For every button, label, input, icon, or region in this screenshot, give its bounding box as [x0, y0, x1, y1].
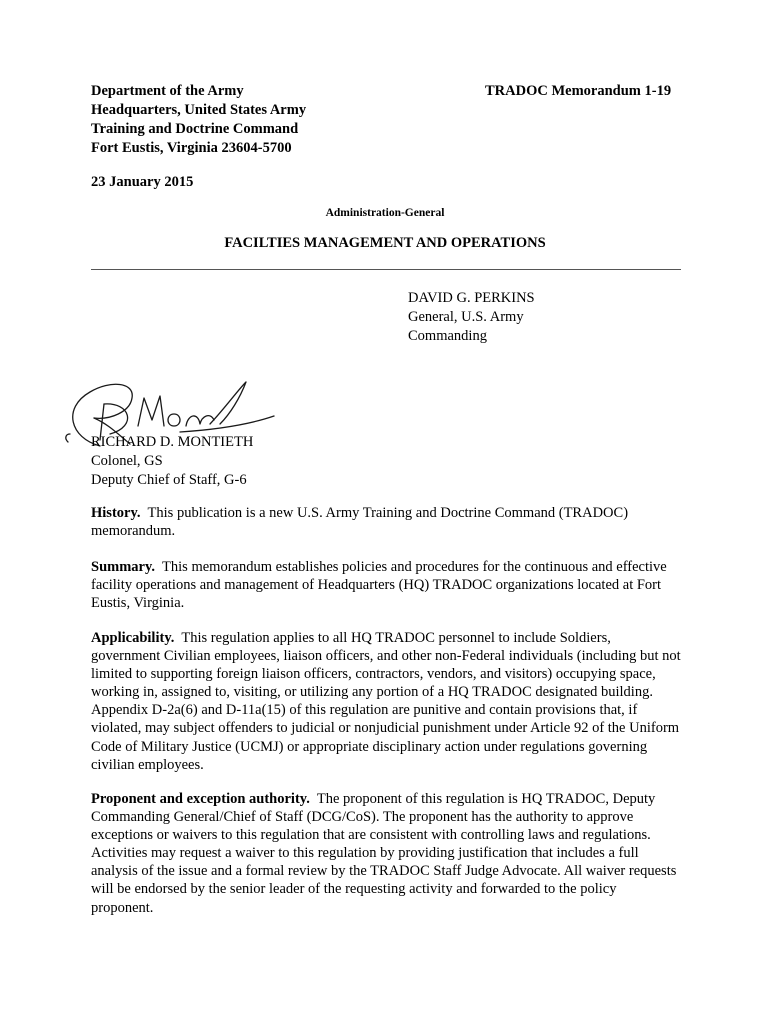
- proponent-label: Proponent and exception authority.: [91, 791, 310, 807]
- history-text: This publication is a new U.S. Army Training and Doctrine Command (TRADOC) memorandum.: [91, 505, 629, 540]
- commander-role: Commanding: [408, 328, 487, 344]
- memo-number: TRADOC Memorandum 1-19: [485, 83, 672, 99]
- summary-text: This memorandum establishes policies and procedures for the continuous and effective facility operations and management of Headquarters (HQ) TRADOC organizations located at Fort Eustis, Virginia.: [91, 559, 667, 612]
- signatory-rank: Colonel, GS: [91, 453, 163, 469]
- summary-paragraph: [91, 558, 681, 612]
- summary-label: Summary.: [91, 559, 156, 575]
- title-divider: [91, 269, 681, 270]
- org-line-1: Department of the Army: [91, 83, 244, 99]
- org-line-3: Training and Doctrine Command: [91, 121, 299, 137]
- proponent-text: The proponent of this regulation is HQ TRADOC, Deputy Commanding General/Chief of Staff (DCG/CoS). The proponent has the authority to approve exceptions or waivers to this regulation that are consistent with controlling laws and regulations. Activities may request a waiver to this regulation by providing justification that includes a full analysis of the issue and a formal review by the TRADOC Staff Judge Advocate. All waiver requests will be endorsed by the senior leader of the requesting activity and forwarded to the policy proponent.: [91, 791, 677, 916]
- page-title: FACILTIES MANAGEMENT AND OPERATIONS: [224, 235, 546, 251]
- subject-category: Administration-General: [325, 207, 445, 219]
- signatory-block: [91, 433, 253, 490]
- commander-name: DAVID G. PERKINS: [408, 290, 535, 306]
- history-paragraph: [91, 504, 681, 540]
- org-line-2: Headquarters, United States Army: [91, 102, 307, 118]
- applicability-label: Applicability.: [91, 630, 175, 646]
- memo-date: 23 January 2015: [91, 174, 194, 190]
- proponent-paragraph: [91, 790, 681, 917]
- signatory-title: Deputy Chief of Staff, G-6: [91, 472, 247, 488]
- org-line-4: Fort Eustis, Virginia 23604-5700: [91, 140, 292, 156]
- signatory-name: RICHARD D. MONTIETH: [91, 434, 254, 450]
- commander-block: [408, 289, 535, 346]
- history-label: History.: [91, 505, 141, 521]
- applicability-text: This regulation applies to all HQ TRADOC personnel to include Soldiers, government Civilian employees, liaison officers, and other non-Federal individuals (including but not limited to supporting foreign liaison officers, contractors, vendors, and visitors) occupying space, working in, assigned to, visiting, or utilizing any portion of a HQ TRADOC designated building. Appendix D-2a(6) and D-11a(15) of this regulation are punitive and contain provisions that, if violated, may subject offenders to judicial or nonjudicial punishment under Article 92 of the Uniform Code of Military Justice (UCMJ) or appropriate disciplinary action under regulations governing civilian employees.: [91, 630, 681, 773]
- issuing-organization: [91, 82, 306, 158]
- applicability-paragraph: [91, 629, 681, 774]
- commander-rank: General, U.S. Army: [408, 309, 524, 325]
